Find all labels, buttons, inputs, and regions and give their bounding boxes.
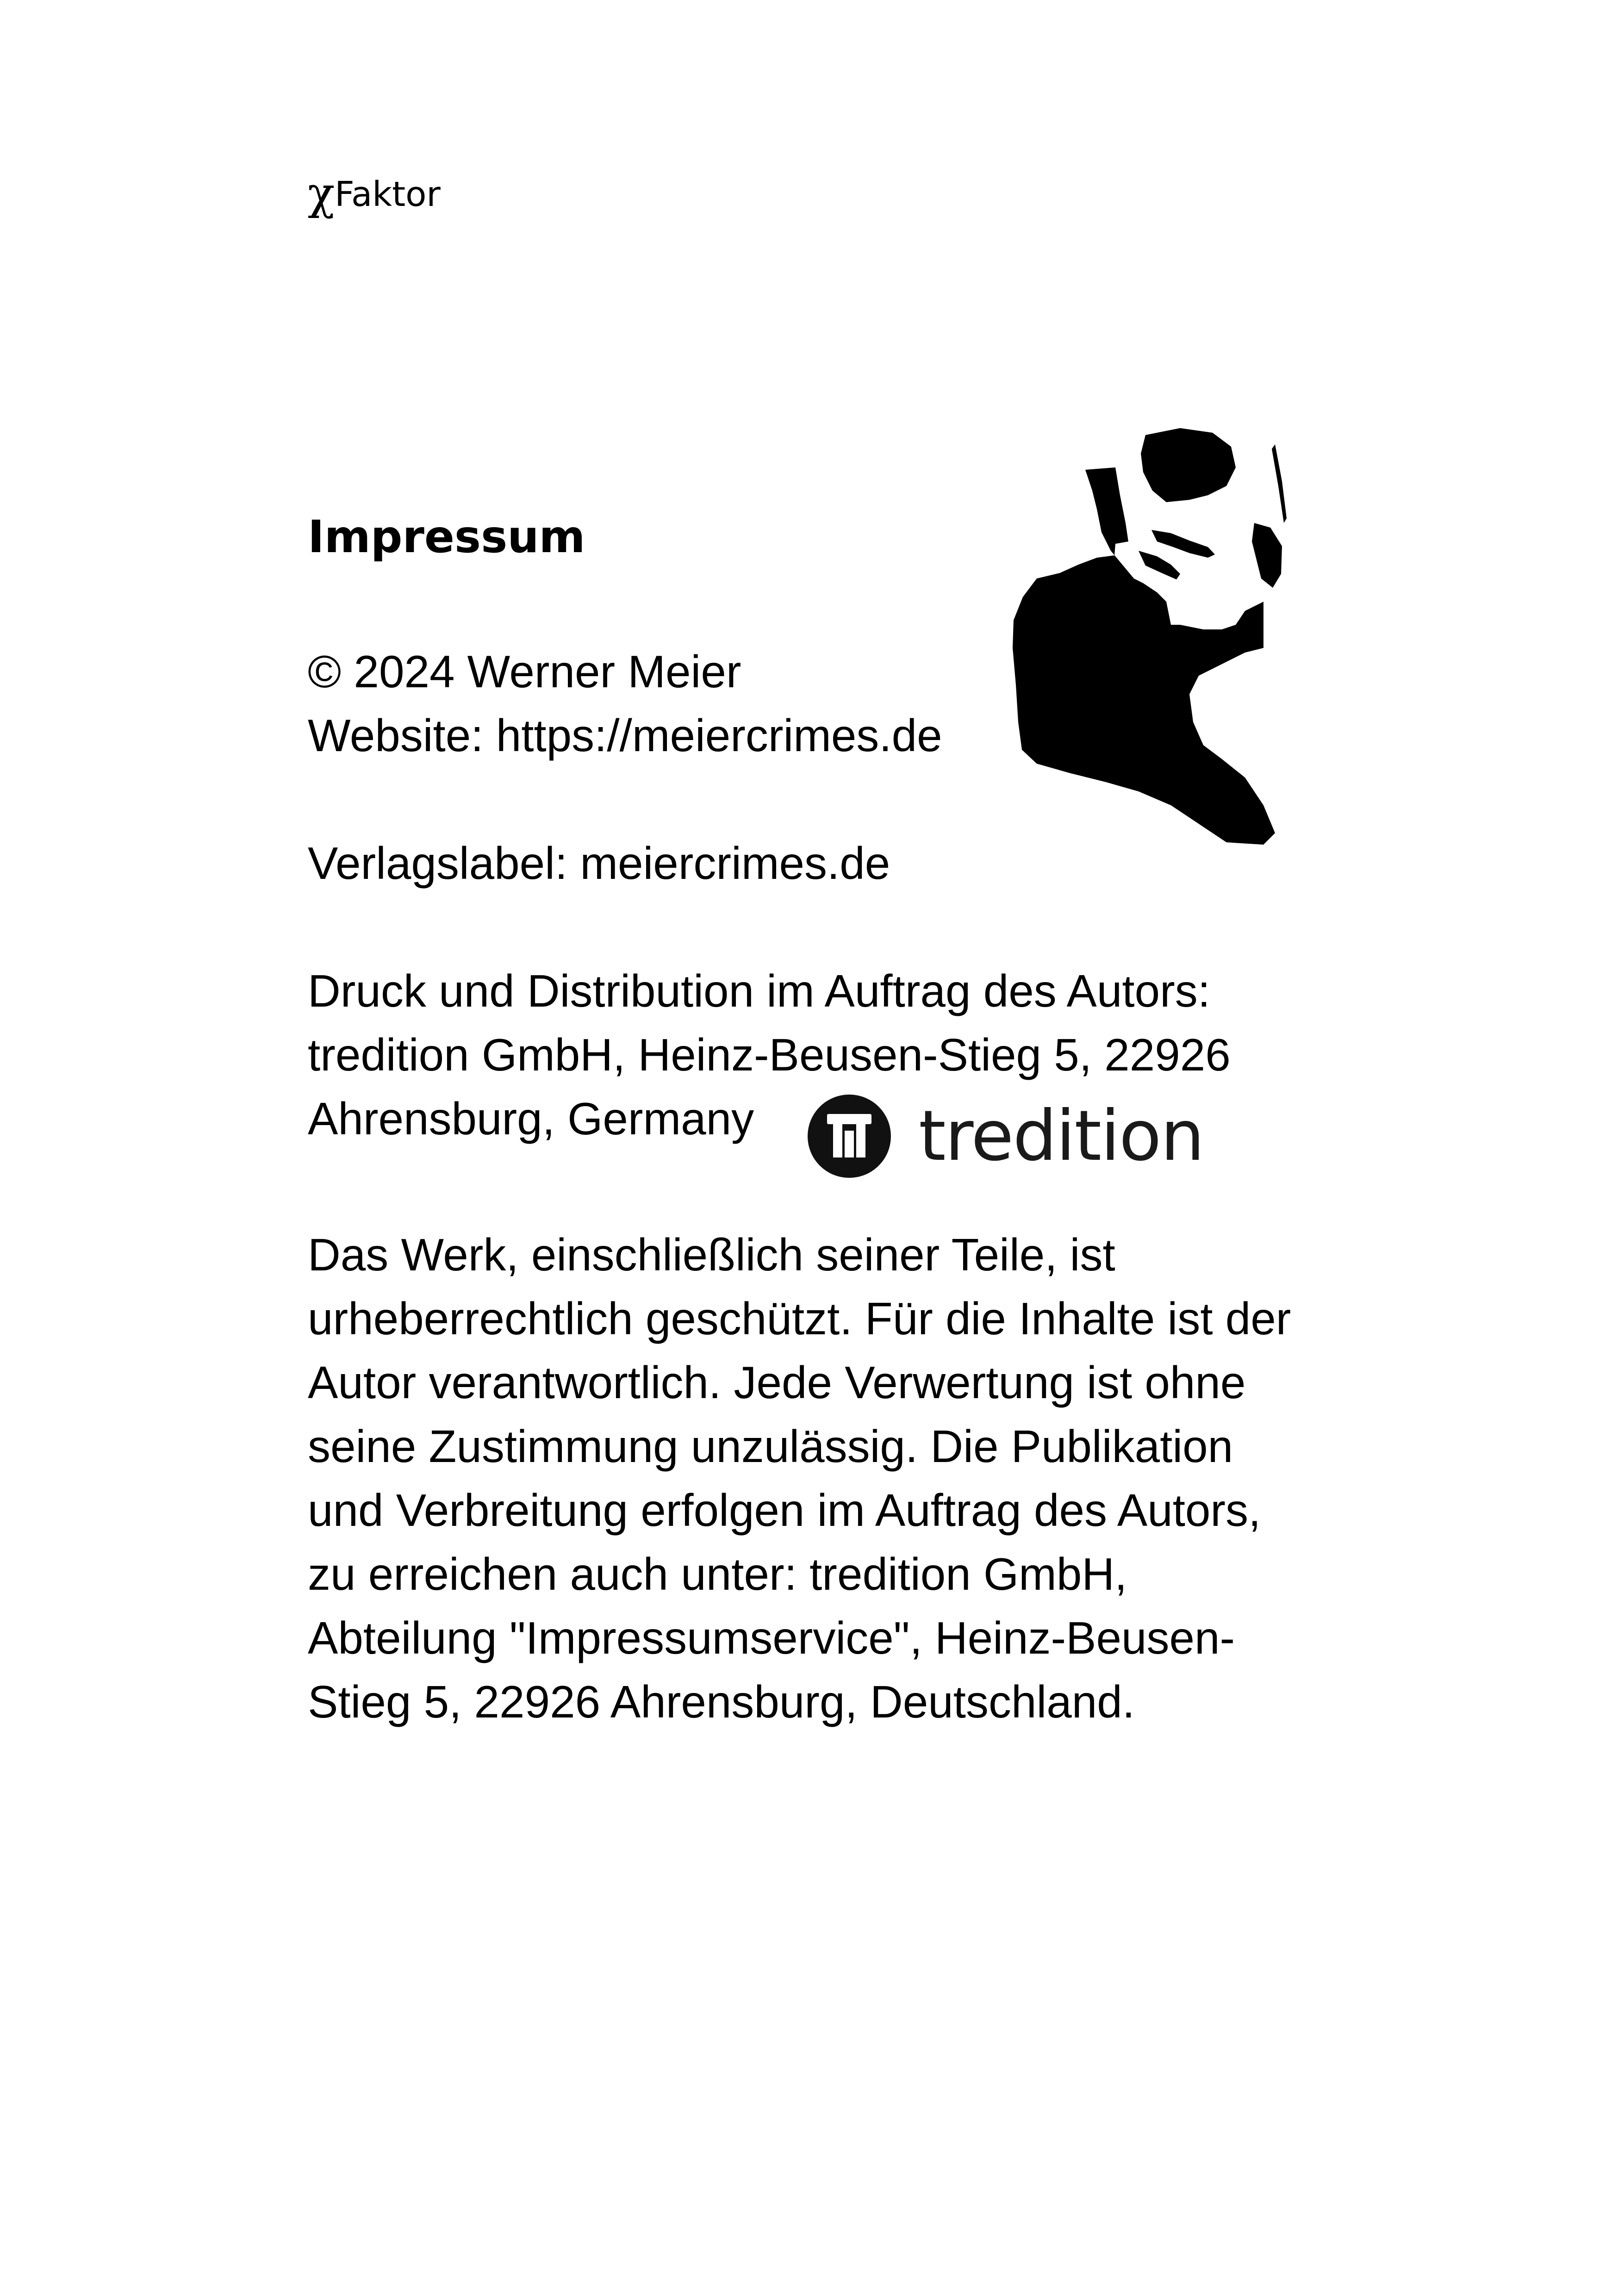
- running-head-chi: χ: [308, 168, 335, 219]
- legal-notice-line: Autor verantwortlich. Jede Verwertung ist ohne: [308, 1357, 1246, 1408]
- copyright-line: © 2024 Werner Meier: [308, 646, 741, 697]
- legal-notice-line: und Verbreitung erfolgen im Auftrag des Autors,: [308, 1485, 1261, 1536]
- website-line: Website: https://meiercrimes.de: [308, 710, 942, 761]
- tredition-wordmark: tredition: [919, 1096, 1204, 1176]
- legal-notice-line: zu erreichen auch unter: tredition GmbH,: [308, 1549, 1127, 1599]
- portrait-silhouette-icon: [1004, 426, 1301, 852]
- legal-notice-line: seine Zustimmung unzulässig. Die Publikation: [308, 1421, 1233, 1472]
- imprint-heading: Impressum: [308, 511, 585, 563]
- legal-notice-line: urheberrechtlich geschützt. Für die Inhalte ist der: [308, 1293, 1291, 1344]
- publisher-label-line: Verlagslabel: meiercrimes.de: [308, 838, 890, 889]
- legal-notice-line: Das Werk, einschließlich seiner Teile, ist: [308, 1229, 1115, 1280]
- tredition-logo: [808, 1092, 1204, 1180]
- legal-notice-line: Stieg 5, 22926 Ahrensburg, Deutschland.: [308, 1676, 1135, 1727]
- distribution-line: Druck und Distribution im Auftrag des Autors:: [308, 965, 1210, 1016]
- tredition-emblem-icon: [808, 1095, 891, 1178]
- legal-notice-line: Abteilung "Impressumservice", Heinz-Beusen-: [308, 1612, 1235, 1663]
- distribution-line: tredition GmbH, Heinz-Beusen-Stieg 5, 22926: [308, 1029, 1231, 1080]
- running-head: [308, 168, 441, 219]
- running-head-word: Faktor: [335, 174, 441, 214]
- legal-notice: [308, 1223, 1372, 1734]
- distribution-line: Ahrensburg, Germany: [308, 1093, 754, 1144]
